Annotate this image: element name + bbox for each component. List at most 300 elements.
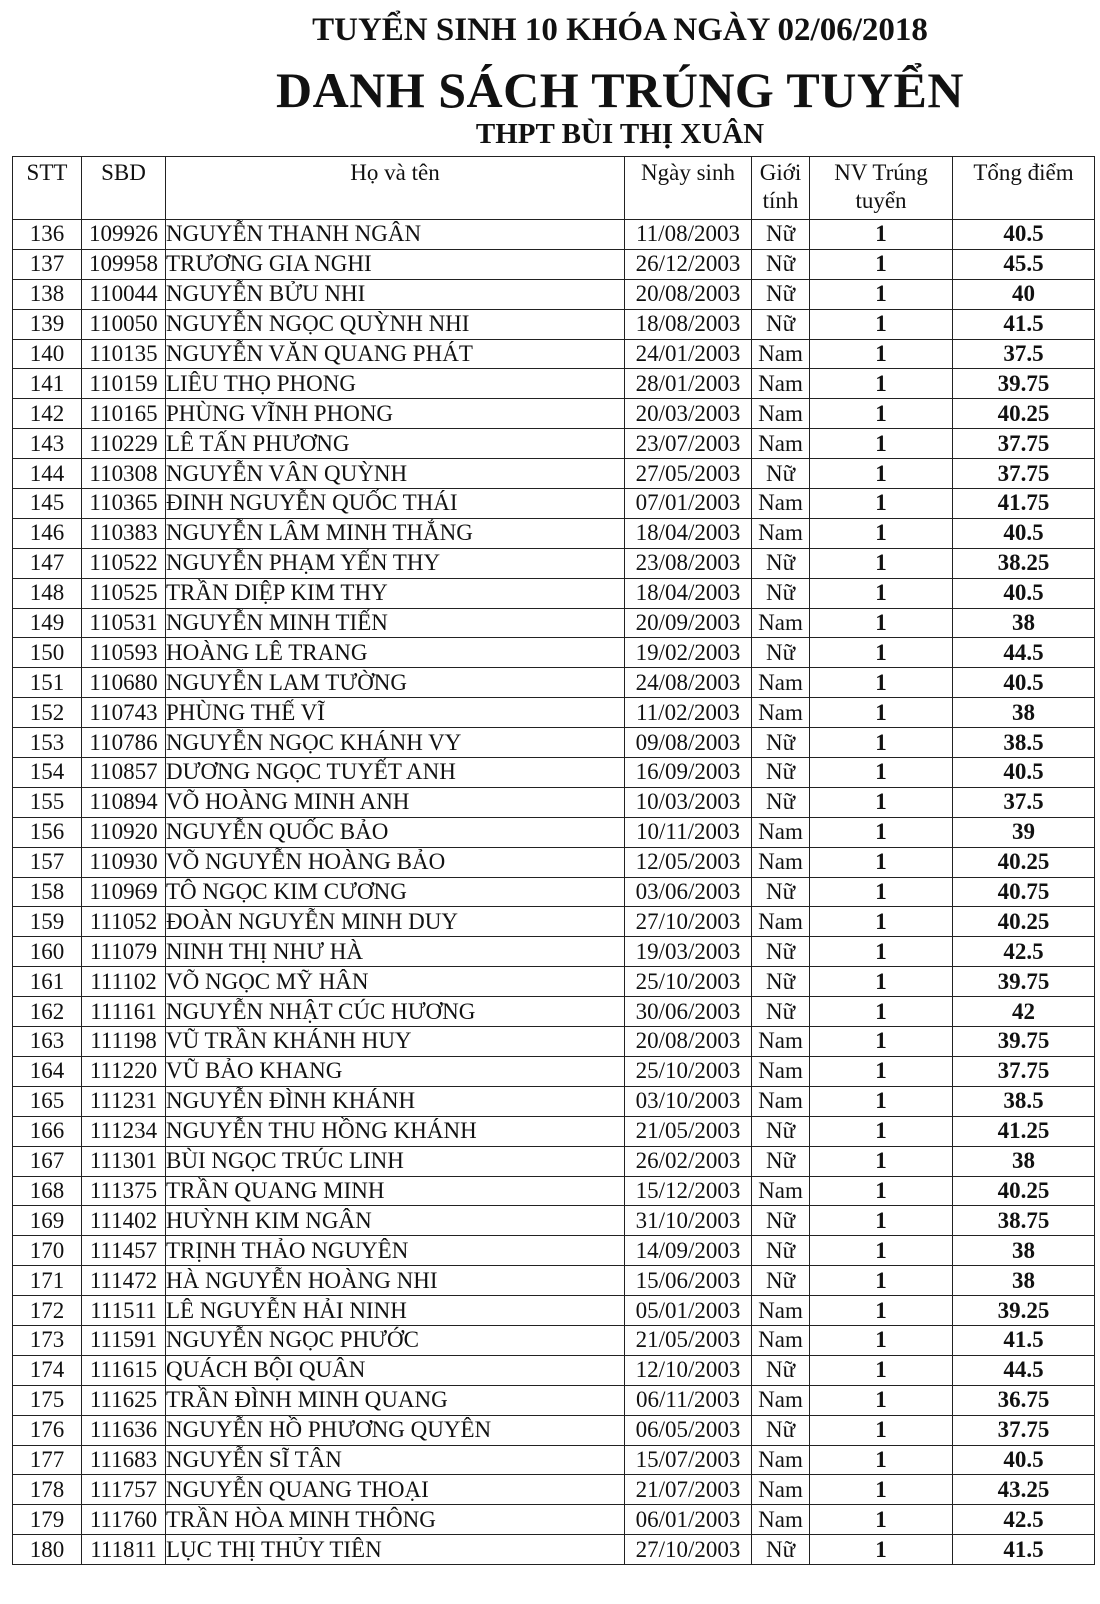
cell-score: 40.25 [953,847,1095,877]
cell-score: 40.5 [953,758,1095,788]
cell-sbd: 110680 [82,668,166,698]
cell-sex: Nữ [752,309,810,339]
cell-stt: 154 [13,758,82,788]
cell-name: NGUYỄN SĨ TÂN [166,1445,625,1475]
cell-sex: Nam [752,1325,810,1355]
cell-score: 38.5 [953,728,1095,758]
cell-sex: Nữ [752,1116,810,1146]
cell-name: NGUYỄN VĂN QUANG PHÁT [166,339,625,369]
cell-stt: 177 [13,1445,82,1475]
table-header [13,157,1095,220]
cell-stt: 165 [13,1086,82,1116]
cell-stt: 137 [13,249,82,279]
cell-score: 38.75 [953,1206,1095,1236]
cell-nv: 1 [810,1385,953,1415]
cell-score: 38 [953,608,1095,638]
cell-sex: Nam [752,339,810,369]
cell-score: 39.25 [953,1296,1095,1326]
cell-dob: 21/05/2003 [625,1116,752,1146]
cell-score: 37.75 [953,459,1095,489]
cell-score: 37.5 [953,787,1095,817]
table-row [13,728,1095,758]
cell-name: VÕ NGỌC MỸ HÂN [166,967,625,997]
cell-nv: 1 [810,1475,953,1505]
cell-name: VŨ TRẦN KHÁNH HUY [166,1027,625,1057]
cell-score: 40.25 [953,907,1095,937]
table-row [13,967,1095,997]
cell-score: 40.5 [953,668,1095,698]
table-row [13,817,1095,847]
cell-score: 40.5 [953,578,1095,608]
cell-name: NINH THỊ NHƯ HÀ [166,937,625,967]
cell-nv: 1 [810,1445,953,1475]
cell-dob: 27/10/2003 [625,1535,752,1565]
cell-name: NGUYỄN PHẠM YẾN THY [166,548,625,578]
cell-name: HUỲNH KIM NGÂN [166,1206,625,1236]
cell-sbd: 111511 [82,1296,166,1326]
table-row [13,1505,1095,1535]
cell-sex: Nữ [752,548,810,578]
cell-nv: 1 [810,429,953,459]
cell-sex: Nữ [752,1146,810,1176]
cell-sbd: 110308 [82,459,166,489]
cell-name: TRẦN ĐÌNH MINH QUANG [166,1385,625,1415]
cell-score: 41.5 [953,309,1095,339]
cell-sbd: 109958 [82,249,166,279]
cell-nv: 1 [810,728,953,758]
cell-sbd: 111052 [82,907,166,937]
cell-sbd: 110522 [82,548,166,578]
cell-sex: Nam [752,1445,810,1475]
cell-nv: 1 [810,907,953,937]
cell-stt: 167 [13,1146,82,1176]
table-row [13,1056,1095,1086]
cell-nv: 1 [810,638,953,668]
cell-sex: Nữ [752,578,810,608]
cell-score: 40.25 [953,399,1095,429]
list-title: DANH SÁCH TRÚNG TUYỂN [276,62,964,118]
cell-name: DƯƠNG NGỌC TUYẾT ANH [166,758,625,788]
cell-dob: 24/01/2003 [625,339,752,369]
cell-name: NGUYỄN NGỌC PHƯỚC [166,1325,625,1355]
cell-dob: 06/11/2003 [625,1385,752,1415]
col-header-sbd: SBD [82,157,166,220]
cell-sex: Nam [752,1505,810,1535]
cell-stt: 176 [13,1415,82,1445]
cell-sex: Nữ [752,997,810,1027]
cell-stt: 172 [13,1296,82,1326]
cell-sex: Nam [752,668,810,698]
col-header-dob: Ngày sinh [625,157,752,220]
cell-nv: 1 [810,518,953,548]
cell-stt: 168 [13,1176,82,1206]
cell-stt: 151 [13,668,82,698]
table-row [13,518,1095,548]
cell-sex: Nam [752,1176,810,1206]
table-row [13,249,1095,279]
cell-name: NGUYỄN LAM TƯỜNG [166,668,625,698]
col-header-nv [810,157,953,220]
table-row [13,1475,1095,1505]
cell-sbd: 111625 [82,1385,166,1415]
cell-stt: 150 [13,638,82,668]
cell-sex: Nam [752,369,810,399]
cell-stt: 156 [13,817,82,847]
cell-score: 42.5 [953,1505,1095,1535]
cell-score: 39.75 [953,1027,1095,1057]
cell-score: 45.5 [953,249,1095,279]
cell-sbd: 111402 [82,1206,166,1236]
cell-score: 40.5 [953,1445,1095,1475]
cell-stt: 146 [13,518,82,548]
table-row [13,548,1095,578]
cell-sbd: 110525 [82,578,166,608]
cell-sex: Nam [752,429,810,459]
cell-nv: 1 [810,967,953,997]
cell-stt: 142 [13,399,82,429]
cell-dob: 20/08/2003 [625,279,752,309]
table-row [13,279,1095,309]
cell-score: 38.25 [953,548,1095,578]
cell-name: NGUYỄN QUANG THOẠI [166,1475,625,1505]
cell-sbd: 111231 [82,1086,166,1116]
cell-dob: 11/02/2003 [625,698,752,728]
table-row [13,997,1095,1027]
cell-nv: 1 [810,548,953,578]
cell-dob: 06/05/2003 [625,1415,752,1445]
cell-sbd: 111683 [82,1445,166,1475]
cell-score: 37.75 [953,1056,1095,1086]
header-row [13,157,1095,220]
table-row [13,1236,1095,1266]
cell-sex: Nam [752,1056,810,1086]
cell-name: NGUYỄN BỬU NHI [166,279,625,309]
cell-sex: Nam [752,698,810,728]
cell-dob: 18/08/2003 [625,309,752,339]
cell-nv: 1 [810,937,953,967]
cell-score: 37.75 [953,1415,1095,1445]
cell-stt: 153 [13,728,82,758]
cell-sbd: 111636 [82,1415,166,1445]
cell-dob: 25/10/2003 [625,967,752,997]
cell-stt: 152 [13,698,82,728]
cell-sex: Nữ [752,249,810,279]
cell-score: 38 [953,1236,1095,1266]
table-row [13,1176,1095,1206]
cell-nv: 1 [810,1325,953,1355]
cell-dob: 21/07/2003 [625,1475,752,1505]
cell-score: 40 [953,279,1095,309]
cell-sex: Nam [752,1027,810,1057]
cell-score: 41.25 [953,1116,1095,1146]
cell-stt: 178 [13,1475,82,1505]
cell-sex: Nam [752,907,810,937]
cell-sbd: 111457 [82,1236,166,1266]
cell-dob: 24/08/2003 [625,668,752,698]
cell-nv: 1 [810,787,953,817]
cell-sbd: 111234 [82,1116,166,1146]
cell-stt: 155 [13,787,82,817]
cell-nv: 1 [810,997,953,1027]
cell-score: 38 [953,698,1095,728]
cell-sex: Nữ [752,459,810,489]
cell-sbd: 111161 [82,997,166,1027]
cell-sex: Nam [752,847,810,877]
cell-name: TÔ NGỌC KIM CƯƠNG [166,877,625,907]
cell-stt: 163 [13,1027,82,1057]
cell-stt: 144 [13,459,82,489]
cell-stt: 140 [13,339,82,369]
cell-name: ĐINH NGUYỄN QUỐC THÁI [166,489,625,519]
cell-sex: Nam [752,399,810,429]
cell-sex: Nữ [752,638,810,668]
cell-sbd: 111811 [82,1535,166,1565]
cell-nv: 1 [810,309,953,339]
cell-sbd: 110743 [82,698,166,728]
cell-dob: 06/01/2003 [625,1505,752,1535]
cell-name: LỤC THỊ THỦY TIÊN [166,1535,625,1565]
cell-dob: 20/09/2003 [625,608,752,638]
cell-dob: 21/05/2003 [625,1325,752,1355]
cell-stt: 180 [13,1535,82,1565]
table-row [13,787,1095,817]
cell-stt: 179 [13,1505,82,1535]
cell-nv: 1 [810,847,953,877]
cell-stt: 162 [13,997,82,1027]
col-header-sex [752,157,810,220]
cell-dob: 10/03/2003 [625,787,752,817]
cell-nv: 1 [810,1086,953,1116]
cell-stt: 143 [13,429,82,459]
cell-sbd: 111198 [82,1027,166,1057]
cell-dob: 31/10/2003 [625,1206,752,1236]
cell-sex: Nữ [752,1266,810,1296]
table-row [13,339,1095,369]
cell-sex: Nữ [752,1535,810,1565]
cell-name: TRỊNH THẢO NGUYÊN [166,1236,625,1266]
cell-sbd: 110383 [82,518,166,548]
cell-dob: 03/10/2003 [625,1086,752,1116]
cell-score: 41.75 [953,489,1095,519]
table-row [13,1415,1095,1445]
cell-score: 41.5 [953,1325,1095,1355]
cell-sex: Nữ [752,1355,810,1385]
cell-dob: 26/02/2003 [625,1146,752,1176]
cell-sex: Nam [752,518,810,548]
cell-sex: Nam [752,1086,810,1116]
table-row [13,698,1095,728]
cell-stt: 170 [13,1236,82,1266]
table-row [13,638,1095,668]
cell-dob: 05/01/2003 [625,1296,752,1326]
cell-sbd: 110920 [82,817,166,847]
cell-sbd: 110930 [82,847,166,877]
cell-stt: 148 [13,578,82,608]
cell-nv: 1 [810,399,953,429]
cell-sex: Nam [752,489,810,519]
cell-sex: Nữ [752,1206,810,1236]
cell-sbd: 111375 [82,1176,166,1206]
cell-sbd: 110165 [82,399,166,429]
cell-stt: 149 [13,608,82,638]
cell-sex: Nữ [752,937,810,967]
cell-sbd: 111301 [82,1146,166,1176]
cell-score: 40.5 [953,220,1095,250]
col-header-nv-line2: tuyển [855,188,907,213]
cell-stt: 139 [13,309,82,339]
cell-nv: 1 [810,1355,953,1385]
table-row [13,429,1095,459]
cell-sbd: 110969 [82,877,166,907]
cell-sex: Nam [752,1475,810,1505]
cell-stt: 171 [13,1266,82,1296]
cell-stt: 164 [13,1056,82,1086]
cell-nv: 1 [810,369,953,399]
cell-stt: 158 [13,877,82,907]
cell-sex: Nữ [752,1236,810,1266]
cell-name: NGUYỄN HỒ PHƯƠNG QUYÊN [166,1415,625,1445]
col-header-nv-line1: NV Trúng [834,160,928,185]
cell-stt: 147 [13,548,82,578]
cell-score: 39.75 [953,967,1095,997]
cell-stt: 166 [13,1116,82,1146]
cell-dob: 20/03/2003 [625,399,752,429]
cell-sex: Nữ [752,787,810,817]
table-row [13,1445,1095,1475]
cell-dob: 25/10/2003 [625,1056,752,1086]
cell-dob: 19/02/2003 [625,638,752,668]
cell-nv: 1 [810,220,953,250]
cell-nv: 1 [810,1146,953,1176]
cell-dob: 12/10/2003 [625,1355,752,1385]
cell-nv: 1 [810,459,953,489]
cell-name: PHÙNG VĨNH PHONG [166,399,625,429]
cell-stt: 136 [13,220,82,250]
cell-dob: 23/08/2003 [625,548,752,578]
cell-stt: 145 [13,489,82,519]
table-row [13,847,1095,877]
col-header-sex-line2: tính [762,188,799,213]
cell-nv: 1 [810,578,953,608]
cell-score: 36.75 [953,1385,1095,1415]
cell-sbd: 110593 [82,638,166,668]
cell-dob: 11/08/2003 [625,220,752,250]
table-row [13,1027,1095,1057]
table-row [13,399,1095,429]
cell-name: NGUYỄN ĐÌNH KHÁNH [166,1086,625,1116]
cell-sex: Nữ [752,758,810,788]
table-row [13,937,1095,967]
cell-sbd: 110229 [82,429,166,459]
col-header-name: Họ và tên [166,157,625,220]
cell-sbd: 111102 [82,967,166,997]
cell-score: 38.5 [953,1086,1095,1116]
cell-sex: Nữ [752,728,810,758]
cell-sbd: 110044 [82,279,166,309]
cell-dob: 09/08/2003 [625,728,752,758]
cell-stt: 141 [13,369,82,399]
cell-name: HÀ NGUYỄN HOÀNG NHI [166,1266,625,1296]
cell-score: 41.5 [953,1535,1095,1565]
cell-nv: 1 [810,1056,953,1086]
cell-score: 42 [953,997,1095,1027]
cell-stt: 173 [13,1325,82,1355]
cell-score: 39 [953,817,1095,847]
cell-nv: 1 [810,489,953,519]
cell-score: 39.75 [953,369,1095,399]
cell-sbd: 111760 [82,1505,166,1535]
table-row [13,1296,1095,1326]
cell-dob: 20/08/2003 [625,1027,752,1057]
table-row [13,758,1095,788]
cell-score: 44.5 [953,638,1095,668]
cell-dob: 28/01/2003 [625,369,752,399]
cell-sbd: 111079 [82,937,166,967]
col-header-stt: STT [13,157,82,220]
table-row [13,220,1095,250]
cell-nv: 1 [810,279,953,309]
table-row [13,1535,1095,1565]
table-row [13,608,1095,638]
cell-name: QUÁCH BỘI QUÂN [166,1355,625,1385]
cell-name: VÕ NGUYỄN HOÀNG BẢO [166,847,625,877]
table-row [13,877,1095,907]
table-row [13,578,1095,608]
cell-dob: 18/04/2003 [625,518,752,548]
table-row [13,1206,1095,1236]
cell-dob: 23/07/2003 [625,429,752,459]
admission-table [12,156,1095,1565]
cell-name: NGUYỄN MINH TIẾN [166,608,625,638]
cell-dob: 16/09/2003 [625,758,752,788]
cell-nv: 1 [810,817,953,847]
cell-stt: 174 [13,1355,82,1385]
cell-sex: Nữ [752,220,810,250]
cell-score: 40.25 [953,1176,1095,1206]
col-header-score: Tổng điểm [953,157,1095,220]
cell-sbd: 110894 [82,787,166,817]
cell-nv: 1 [810,1415,953,1445]
cell-sex: Nam [752,1385,810,1415]
cell-name: BÙI NGỌC TRÚC LINH [166,1146,625,1176]
cell-dob: 26/12/2003 [625,249,752,279]
cell-sbd: 111472 [82,1266,166,1296]
cell-nv: 1 [810,758,953,788]
cell-dob: 18/04/2003 [625,578,752,608]
cell-nv: 1 [810,608,953,638]
cell-nv: 1 [810,249,953,279]
cell-stt: 161 [13,967,82,997]
cell-score: 37.75 [953,429,1095,459]
cell-name: NGUYỄN NGỌC KHÁNH VY [166,728,625,758]
cell-name: LÊ NGUYỄN HẢI NINH [166,1296,625,1326]
cell-sbd: 111757 [82,1475,166,1505]
table-row [13,489,1095,519]
cell-name: TRƯƠNG GIA NGHI [166,249,625,279]
cell-nv: 1 [810,1505,953,1535]
cell-dob: 12/05/2003 [625,847,752,877]
cell-sbd: 110135 [82,339,166,369]
table-row [13,907,1095,937]
cell-score: 38 [953,1266,1095,1296]
table-row [13,668,1095,698]
cell-score: 38 [953,1146,1095,1176]
table-row [13,1146,1095,1176]
cell-name: VŨ BẢO KHANG [166,1056,625,1086]
cell-name: NGUYỄN QUỐC BẢO [166,817,625,847]
cell-nv: 1 [810,1027,953,1057]
cell-dob: 15/07/2003 [625,1445,752,1475]
